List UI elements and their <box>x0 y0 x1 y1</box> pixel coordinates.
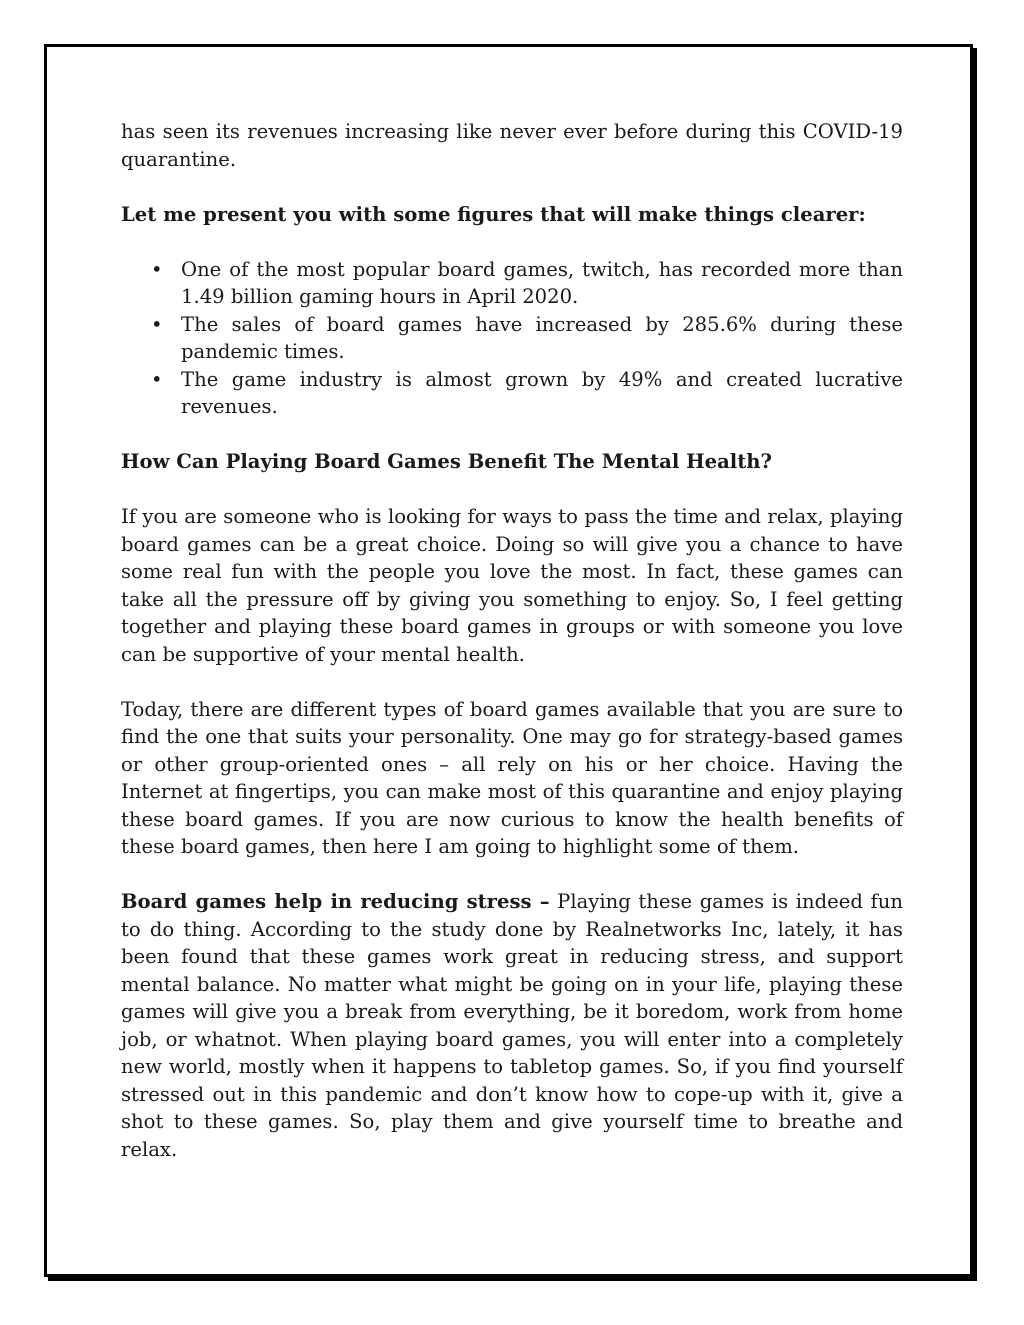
stress-lead: Board games help in reducing stress – <box>121 890 550 913</box>
list-item-text: The game industry is almost grown by 49% and created lucrative revenues. <box>181 367 903 418</box>
bullet-icon: • <box>151 367 163 391</box>
list-item <box>151 366 903 421</box>
bullet-icon: • <box>151 257 163 281</box>
list-item <box>151 311 903 366</box>
figures-heading: Let me present you with some figures that will make things clearer: <box>121 202 866 226</box>
relax-paragraph: If you are someone who is looking for ways to pass the time and relax, playing board games can be a great choice. Doing so will give you a chance to have some real fun with the people you love the most. In fact, these games can take all the pressure off by giving you something to enjoy. So, I feel getting together and playing these board games in groups or with someone you love can be supportive of your mental health. <box>121 505 903 666</box>
bullet-icon: • <box>151 312 163 336</box>
document-body <box>121 118 903 1191</box>
list-item-text: The sales of board games have increased by 285.6% during these pandemic times. <box>181 312 903 363</box>
benefit-heading: How Can Playing Board Games Benefit The Mental Health? <box>121 450 773 473</box>
figures-list <box>121 256 903 421</box>
types-paragraph: Today, there are different types of board games available that you are sure to find the one that suits your personality. One may go for strategy-based games or other group-oriented ones – all rely on his or her choice. Having the Internet at fingertips, you can make most of this quarantine and enjoy playing these board games. If you are now curious to know the health benefits of these board games, then here I am going to highlight some of them. <box>121 697 903 858</box>
list-item-text: One of the most popular board games, twitch, has recorded more than 1.49 billion gaming hours in April 2020. <box>181 257 903 308</box>
intro-paragraph: has seen its revenues increasing like never ever before during this COVID-19 quarantine. <box>121 120 903 171</box>
stress-body: Playing these games is indeed fun to do thing. According to the study done by Realnetworks Inc, lately, it has been found that these games work great in reducing stress, and support mental balance. No matter what might be going on in your life, playing these games will give you a break from everything, be it boredom, work from home job, or whatnot. When playing board games, you will enter into a completely new world, mostly when it happens to tabletop games. So, if you find yourself stressed out in this pandemic and don’t know how to cope-up with it, give a shot to these games. So, play them and give yourself time to breathe and relax. <box>121 890 903 1161</box>
list-item <box>151 256 903 311</box>
stress-paragraph <box>121 888 903 1163</box>
